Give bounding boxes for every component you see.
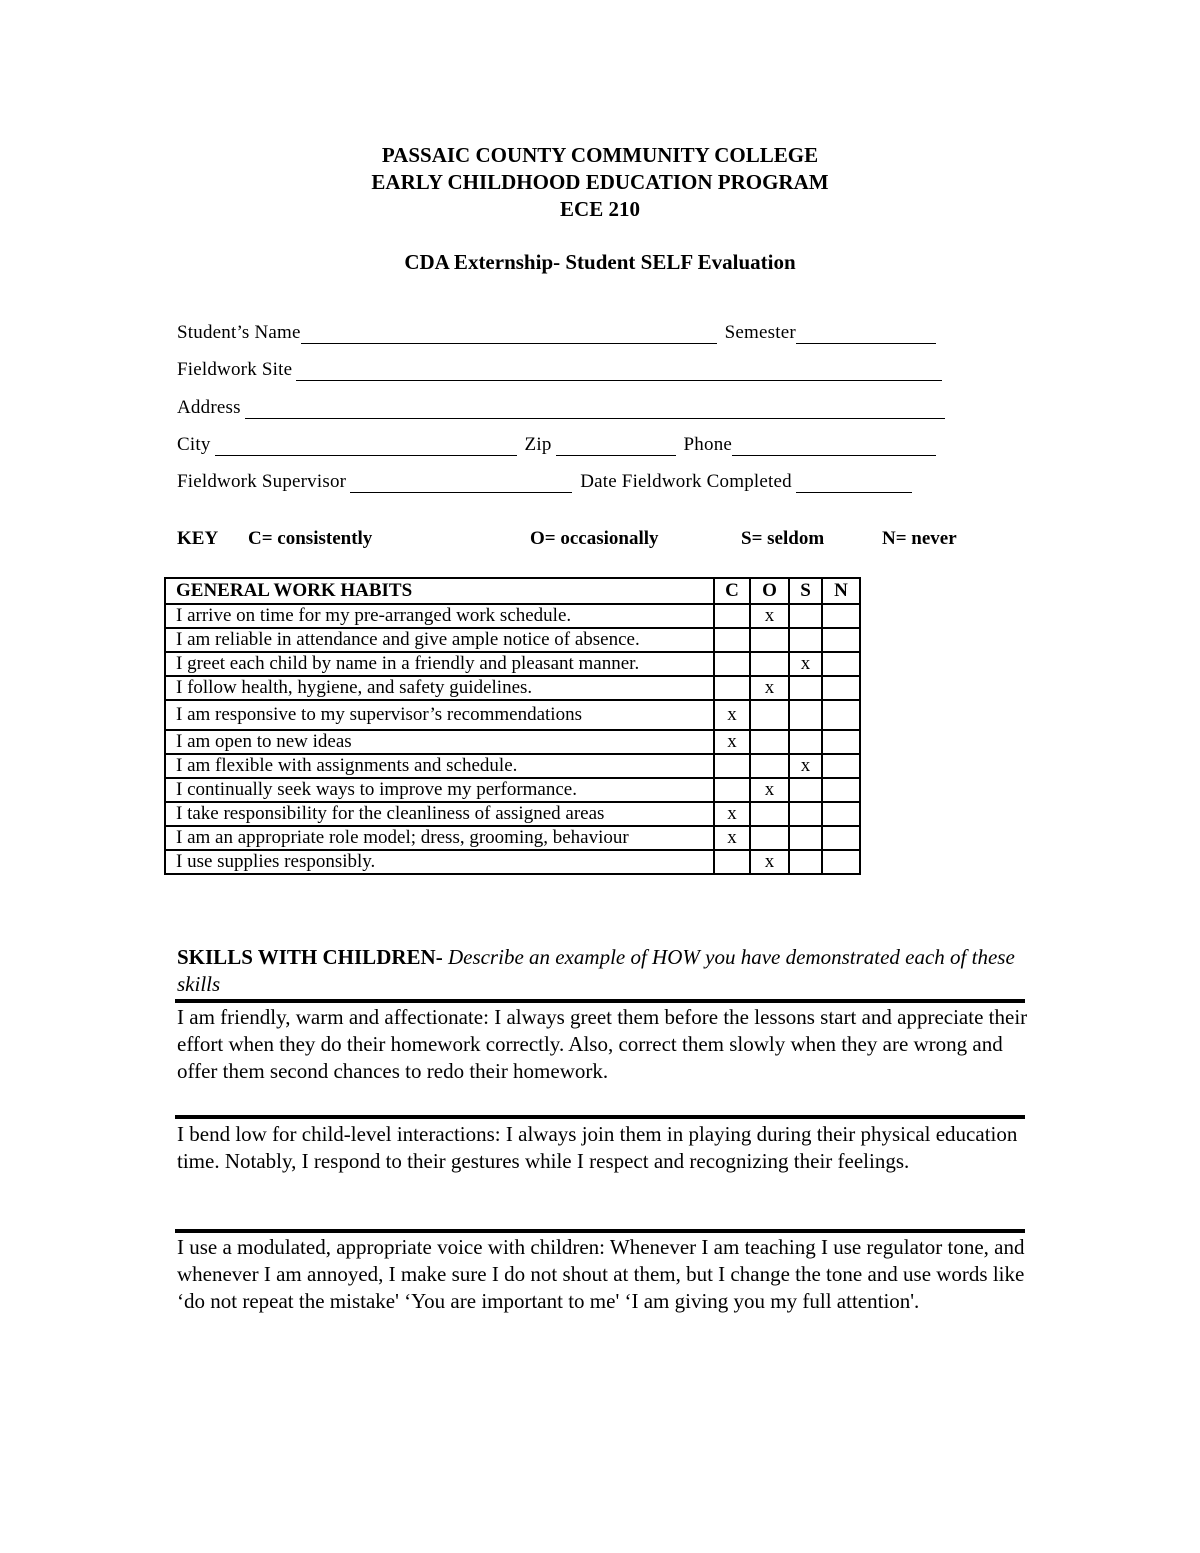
program-name: EARLY CHILDHOOD EDUCATION PROGRAM [371,170,829,194]
work-habits-table [164,577,861,875]
key-seldom: S= seldom [741,528,825,549]
rating-cell-s[interactable]: x [789,652,822,676]
column-header-c: C [714,578,750,604]
habit-text: I greet each child by name in a friendly and pleasant manner. [165,652,714,676]
rating-cell-s[interactable] [789,700,822,730]
table-row [165,628,860,652]
phone-label: Phone [683,434,733,455]
section-divider [175,1229,1025,1233]
rating-cell-n[interactable] [822,802,860,826]
date-completed-label: Date Fieldwork Completed [580,471,792,492]
rating-cell-o[interactable] [750,730,789,754]
column-header-n: N [822,578,860,604]
rating-cell-s[interactable] [789,604,822,628]
semester-field[interactable] [796,323,936,344]
fieldwork-site-field[interactable] [296,360,942,381]
student-name-label: Student’s Name [177,322,301,343]
rating-cell-n[interactable] [822,604,860,628]
key-occasionally: O= occasionally [530,528,659,549]
rating-cell-c[interactable]: x [714,802,750,826]
field-row-site [177,355,942,381]
rating-cell-c[interactable] [714,850,750,874]
rating-cell-s[interactable] [789,730,822,754]
key-label: KEY [177,528,219,549]
table-heading: GENERAL WORK HABITS [165,578,714,604]
rating-cell-c[interactable] [714,676,750,700]
supervisor-field[interactable] [350,472,572,493]
table-row [165,604,860,628]
zip-field[interactable] [556,435,676,456]
table-row [165,676,860,700]
rating-cell-n[interactable] [822,778,860,802]
student-name-field[interactable] [301,323,717,344]
rating-cell-c[interactable] [714,652,750,676]
column-header-s: S [789,578,822,604]
rating-cell-n[interactable] [822,628,860,652]
table-row [165,778,860,802]
habit-text: I am open to new ideas [165,730,714,754]
page-header [0,142,1200,223]
habit-text: I continually seek ways to improve my performance. [165,778,714,802]
key-consistently: C= consistently [248,528,373,549]
rating-cell-s[interactable] [789,628,822,652]
supervisor-label: Fieldwork Supervisor [177,471,347,492]
rating-cell-s[interactable] [789,826,822,850]
habit-text: I use supplies responsibly. [165,850,714,874]
rating-cell-n[interactable] [822,730,860,754]
address-field[interactable] [245,398,945,419]
skill-answer-1: I am friendly, warm and affectionate: I always greet them before the lessons start and appreciate their effort when they do their homework correctly. Also, correct them slowly when they are wrong and offer them second chances to redo their homework. [177,1005,1028,1083]
key-never: N= never [882,528,957,549]
rating-cell-s[interactable]: x [789,754,822,778]
rating-cell-o[interactable]: x [750,778,789,802]
table-header-row [165,578,860,604]
form-title: CDA Externship- Student SELF Evaluation [404,250,796,274]
rating-cell-n[interactable] [822,676,860,700]
rating-cell-c[interactable] [714,778,750,802]
rating-cell-c[interactable]: x [714,826,750,850]
rating-cell-o[interactable] [750,754,789,778]
rating-cell-o[interactable]: x [750,676,789,700]
skills-instruction: Describe an example of HOW you have demonstrated each of these skills [177,945,1015,996]
phone-field[interactable] [732,435,936,456]
rating-cell-o[interactable] [750,802,789,826]
rating-cell-o[interactable] [750,826,789,850]
field-row-name [177,318,936,344]
table-row [165,652,860,676]
rating-cell-s[interactable] [789,802,822,826]
rating-cell-s[interactable] [789,850,822,874]
table-row [165,754,860,778]
college-name: PASSAIC COUNTY COMMUNITY COLLEGE [381,143,819,167]
skill-answer-3: I use a modulated, appropriate voice with children: Whenever I am teaching I use regulator tone, and whenever I am annoyed, I make sure I do not shout at them, but I change the tone and use words like ‘do not repeat the mistake' ‘You are important to me' ‘I am giving you my full attention'. [177,1235,1025,1313]
habit-text: I am responsive to my supervisor’s recommendations [165,700,714,730]
column-header-o: O [750,578,789,604]
rating-cell-c[interactable] [714,628,750,652]
rating-cell-o[interactable] [750,628,789,652]
rating-cell-s[interactable] [789,778,822,802]
habit-text: I arrive on time for my pre-arranged work schedule. [165,604,714,628]
habit-text: I follow health, hygiene, and safety guidelines. [165,676,714,700]
rating-cell-c[interactable] [714,604,750,628]
skill-answer-2: I bend low for child-level interactions: I always join them in playing during their physical education time. Notably, I respond to their gestures while I respect and recognizing their feelings. [177,1122,1018,1173]
habit-text: I am flexible with assignments and schedule. [165,754,714,778]
date-completed-field[interactable] [796,472,912,493]
city-label: City [177,434,211,455]
zip-label: Zip [524,434,552,455]
table-row [165,700,860,730]
rating-cell-n[interactable] [822,652,860,676]
table-row [165,850,860,874]
rating-cell-s[interactable] [789,676,822,700]
semester-label: Semester [724,322,796,343]
rating-cell-c[interactable]: x [714,730,750,754]
rating-cell-c[interactable]: x [714,700,750,730]
habit-text: I take responsibility for the cleanliness of assigned areas [165,802,714,826]
section-divider [175,999,1025,1003]
city-field[interactable] [215,435,517,456]
rating-cell-o[interactable]: x [750,604,789,628]
rating-cell-c[interactable] [714,754,750,778]
table-row [165,826,860,850]
rating-cell-o[interactable] [750,652,789,676]
rating-cell-o[interactable] [750,700,789,730]
fieldwork-site-label: Fieldwork Site [177,359,293,380]
field-row-city [177,430,936,456]
rating-cell-o[interactable]: x [750,850,789,874]
table-row [165,730,860,754]
rating-cell-n[interactable] [822,826,860,850]
skills-title: SKILLS WITH CHILDREN- [177,945,443,969]
field-row-supervisor [177,467,912,493]
field-row-address [177,393,945,419]
rating-cell-n[interactable] [822,700,860,730]
section-divider [175,1115,1025,1119]
rating-cell-n[interactable] [822,850,860,874]
address-label: Address [177,397,241,418]
course-code: ECE 210 [560,197,640,221]
rating-cell-n[interactable] [822,754,860,778]
table-row [165,802,860,826]
habit-text: I am reliable in attendance and give ample notice of absence. [165,628,714,652]
habit-text: I am an appropriate role model; dress, grooming, behaviour [165,826,714,850]
skills-heading [177,944,1027,998]
